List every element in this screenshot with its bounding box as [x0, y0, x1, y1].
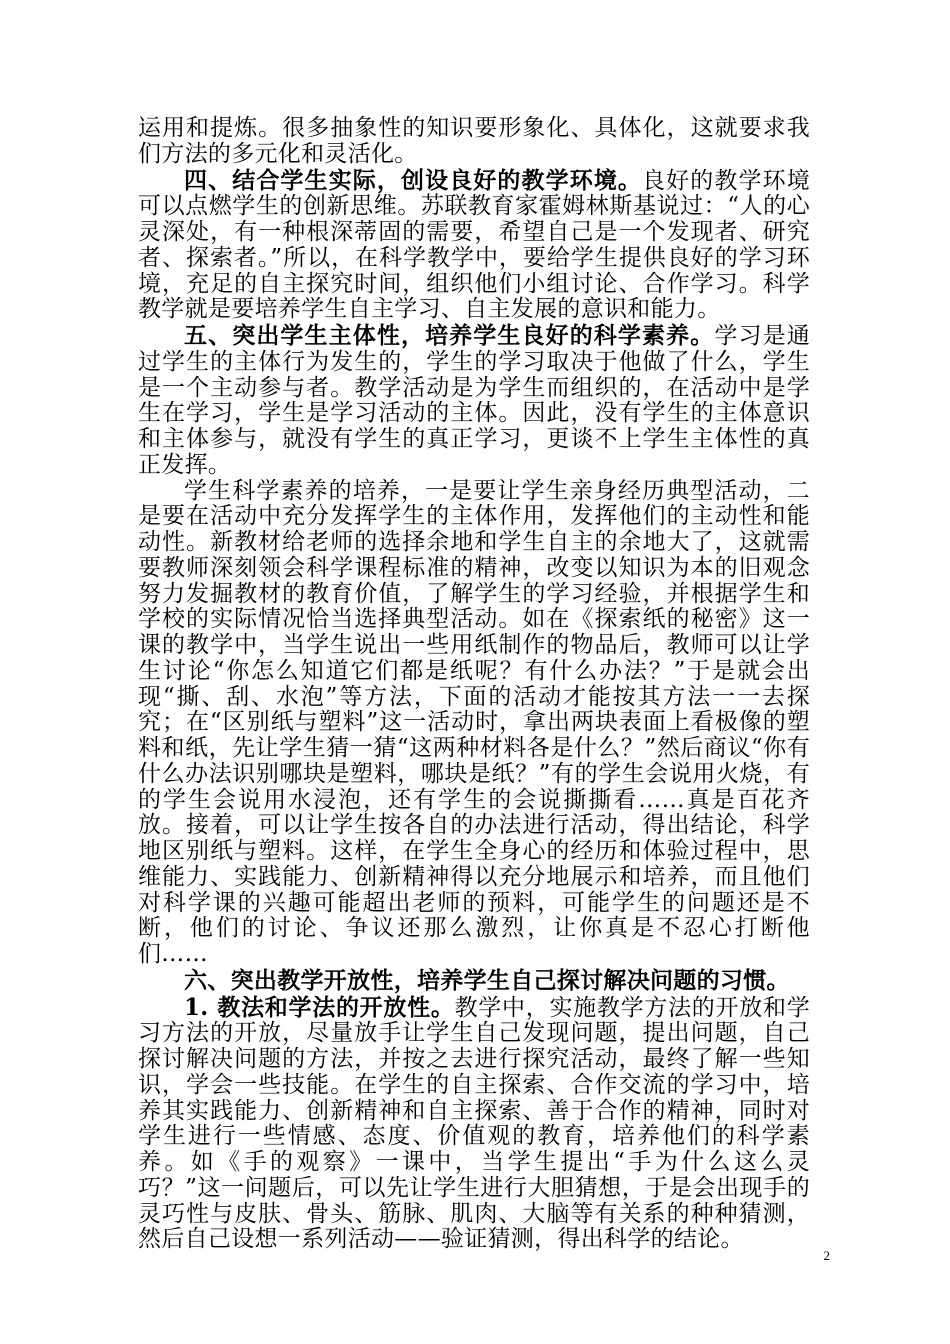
paragraph-section-4	[138, 168, 810, 324]
section-heading-6: 六、突出教学开放性，培养学生自己探讨解决问题的习惯。	[184, 966, 790, 994]
section-heading-4: 四、结合学生实际，创设良好的教学环境。	[184, 166, 643, 194]
paragraph-subsection-1	[138, 995, 810, 1254]
page-number: 2	[823, 1248, 830, 1263]
paragraph-text: 良好的教学环境可以点燃学生的创新思维。苏联教育家霍姆林斯基说过：“人的心灵深处，有一种根深蒂固的需要，希望自己是一个发现者、研究者、探索者。”所以，在科学教学中，要给学生提供良好的学习环境，充足的自主探究时间，组织他们小组讨论、合作学习。科学教学就是要培养学生自主学习、自主发展的意识和能力。	[138, 167, 810, 323]
paragraph-text: 教学中，实施教学方法的开放和学习方法的开放，尽量放手让学生自己发现问题，提出问题，自己探讨解决问题的方法，并按之去进行探究活动，最终了解一些知识，学会一些技能。在学生的自主探索、合作交流的学习中，培养其实践能力、创新精神和自主探索、善于合作的精神，同时对学生进行一些情感、态度、价值观的教育，培养他们的科学素养。如《手的观察》一课中，当学生提出“手为什么这么灵巧？”这一问题后，可以先让学生进行大胆猜想，于是会出现手的灵巧性与皮肤、骨头、筋脉、肌肉、大脑等有关系的种种猜测，然后自己设想一系列活动——验证猜测，得出科学的结论。	[138, 994, 811, 1253]
section-heading-5: 五、突出学生主体性，培养学生良好的科学素养。	[184, 322, 715, 349]
paragraph-section-6	[138, 968, 810, 995]
page-body	[138, 116, 810, 1253]
paragraph-text: 学习是通过学生的主体行为发生的，学生的学习取决于他做了什么，学生是一个主动参与者。教学活动是为学生而组织的，在活动中是学生在学习，学生是学习活动的主体。因此，没有学生的主体意识和主体参与，就没有学生的真正学习，更谈不上学生主体性的真正发挥。	[138, 323, 810, 478]
paragraph-text: 运用和提炼。很多抽象性的知识要形象化、具体化，这就要求我们方法的多元化和灵活化。	[138, 115, 810, 167]
paragraph-continuation	[138, 116, 810, 168]
paragraph-section-5	[138, 323, 810, 479]
paragraph-science-literacy	[138, 479, 810, 968]
paragraph-text: 学生科学素养的培养，一是要让学生亲身经历典型活动，二是要在活动中充分发挥学生的主体作用，发挥他们的主动性和能动性。新教材给老师的选择余地和学生自主的余地大了，这就需要教师深刻领会科学课程标准的精神，改变以知识为本的旧观念努力发掘教材的教育价值，了解学生的学习经验，并根据学生和学校的实际情况恰当选择典型活动。如在《探索纸的秘密》这一课的教学中，当学生说出一些用纸制作的物品后，教师可以让学生讨论“你怎么知道它们都是纸呢？有什么办法？”于是就会出现“撕、刮、水泡”等方法，下面的活动才能按其方法一一去探究；在“区别纸与塑料”这一活动时，拿出两块表面上看极像的塑料和纸，先让学生猜一猜“这两种材料各是什么？”然后商议“你有什么办法识别哪块是塑料，哪块是纸？”有的学生会说用火烧，有的学生会说用水浸泡，还有学生的会说撕撕看……真是百花齐放。接着，可以让学生按各自的办法进行活动，得出结论，科学地区别纸与塑料。这样，在学生全身心的经历和体验过程中，思维能力、实践能力、创新精神得以充分地展示和培养，而且他们对科学课的兴趣可能超出老师的预料，可能学生的问题还是不断，他们的讨论、争议还那么激烈，让你真是不忍心打断他们……	[138, 477, 810, 967]
subsection-heading-1: 1. 教法和学法的开放性。	[184, 993, 455, 1021]
